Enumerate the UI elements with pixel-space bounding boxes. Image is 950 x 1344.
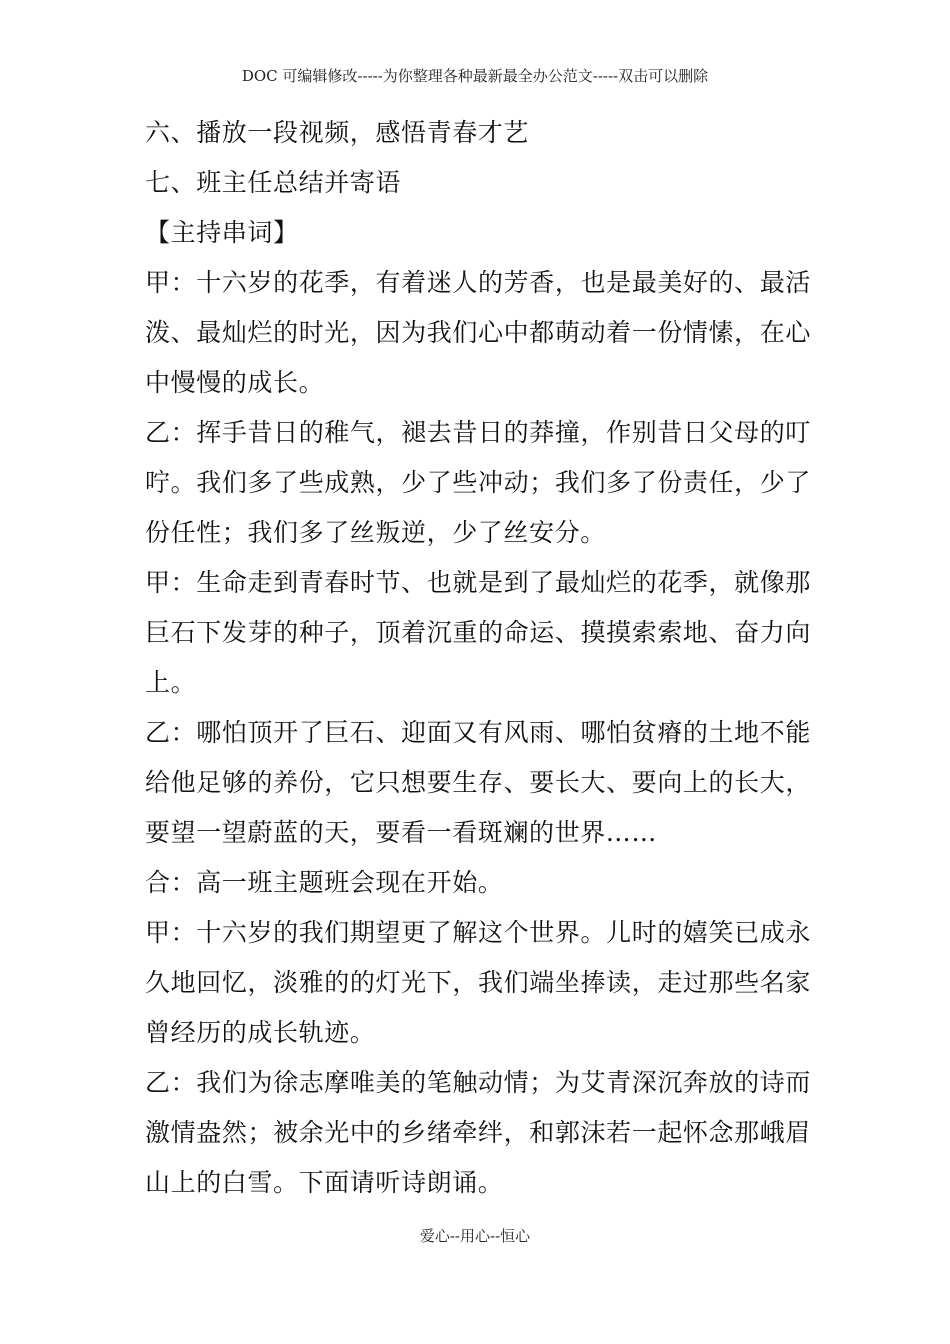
item-six: 六、播放一段视频，感悟青春才艺 — [145, 118, 530, 147]
document-body — [145, 108, 811, 1208]
dialogue-paragraph: 乙：我们为徐志摩唯美的笔触动情；为艾青深沉奔放的诗而激情盎然；被余光中的乡绪牵绊，和郭沫若一起怀念那峨眉山上的白雪。下面请听诗朗诵。 — [145, 1068, 811, 1197]
section-title-host-script: 【主持串词】 — [145, 218, 299, 247]
page-header: DOC 可编辑修改-----为你整理各种最新最全办公范文-----双击可以删除 — [241, 67, 709, 85]
dialogue-paragraph: 乙：挥手昔日的稚气，褪去昔日的莽撞，作别昔日父母的叮咛。我们多了些成熟，少了些冲动；我们多了份责任，少了份任性；我们多了丝叛逆，少了丝安分。 — [145, 418, 811, 547]
item-seven: 七、班主任总结并寄语 — [145, 168, 402, 197]
dialogue-paragraph: 合：高一班主题班会现在开始。 — [145, 868, 504, 897]
page-footer: 爱心--用心--恒心 — [419, 1227, 531, 1245]
dialogue-paragraph: 甲：十六岁的花季，有着迷人的芳香，也是最美好的、最活泼、最灿烂的时光，因为我们心中都萌动着一份情愫，在心中慢慢的成长。 — [145, 268, 811, 397]
dialogue-paragraph: 乙：哪怕顶开了巨石、迎面又有风雨、哪怕贫瘠的土地不能给他足够的养份，它只想要生存、要长大、要向上的长大，要望一望蔚蓝的天，要看一看斑斓的世界…… — [145, 718, 811, 847]
dialogue-paragraph: 甲：十六岁的我们期望更了解这个世界。儿时的嬉笑已成永久地回忆，淡雅的的灯光下，我们端坐捧读，走过那些名家曾经历的成长轨迹。 — [145, 918, 811, 1047]
dialogue-paragraph: 甲：生命走到青春时节、也就是到了最灿烂的花季，就像那巨石下发芽的种子，顶着沉重的命运、摸摸索索地、奋力向上。 — [145, 568, 811, 697]
